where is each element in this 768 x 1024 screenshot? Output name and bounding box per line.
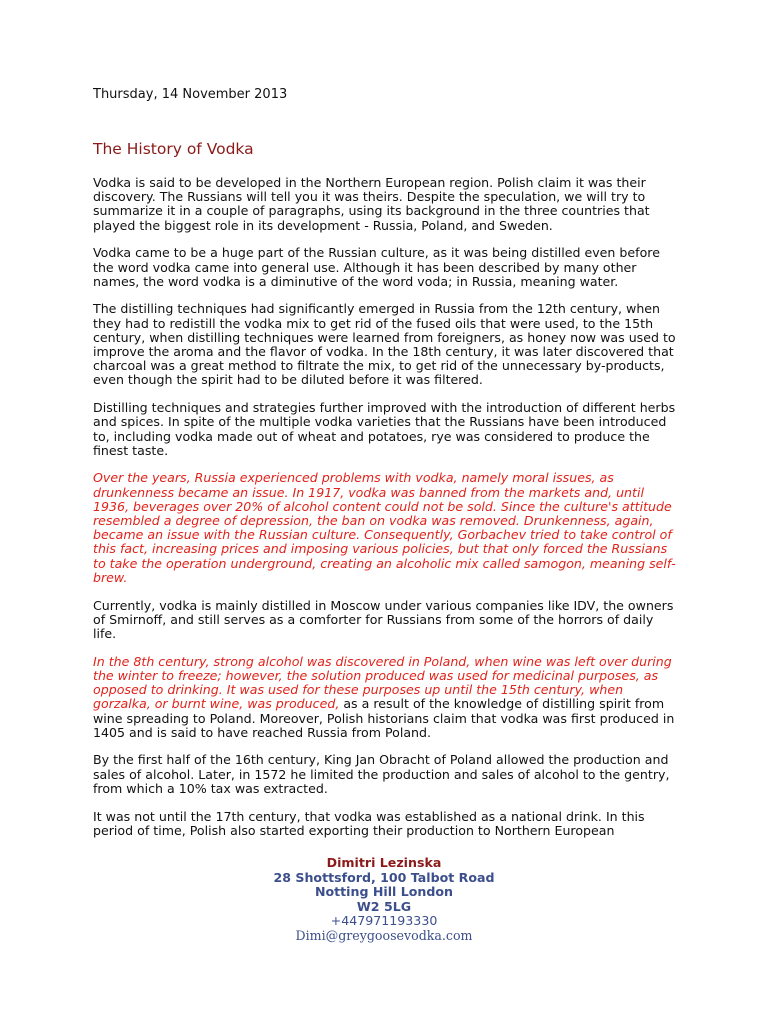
paragraph: The distilling techniques had significantly emerged in Russia from the 12th century, when they had to redistill the vodka mix to get rid of the fused oils that were used, to the 15th century, when distilling techniques were learned from foreigners, as honey now was used to improve the aroma and the flavor of vodka. In the 18th century, it was later discovered that charcoal was a great method to filtrate the mix, to get rid of the unnecessary by-products, even though the spirit had to be diluted before it was filtered. — [93, 301, 676, 388]
contact-name: Dimitri Lezinska — [326, 855, 442, 870]
email-link[interactable]: Dimi@greygoosevodka.com — [295, 927, 473, 943]
highlighted-paragraph: Over the years, Russia experienced problems with vodka, namely moral issues, as drunkenness became an issue. In 1917, vodka was banned from the markets and, until 1936, beverages over 20% of alcohol content could not be sold. Since the culture's attitude resembled a degree of depression, the ban on vodka was removed. Drunkenness, again, became an issue with the Russian culture. Consequently, Gorbachev tried to take control of this fact, increasing prices and imposing various policies, but that only forced the Russians to take the operation underground, creating an alcoholic mix called samogon, meaning self-brew. — [93, 470, 676, 585]
paragraph: It was not until the 17th century, that vodka was established as a national drink. In this period of time, Polish also started exporting their production to Northern European — [93, 808, 645, 838]
paragraph: Vodka is said to be developed in the Northern European region. Polish claim it was their discovery. The Russians will tell you it was theirs. Despite the speculation, we will try to summarize it in a couple of paragraphs, using its background in the three countries that played the biggest role in its development - Russia, Poland, and Sweden. — [93, 175, 650, 233]
address-line-1: 28 Shottsford, 100 Talbot Road — [273, 869, 495, 885]
contact-footer — [0, 856, 768, 943]
phone-number: +447971193330 — [330, 913, 438, 928]
paragraph: Distilling techniques and strategies further improved with the introduction of different herbs and spices. In spite of the multiple vodka varieties that the Russians have been introduced to, including vodka made out of wheat and potatoes, rye was considered to produce the finest taste. — [93, 400, 676, 458]
postcode: W2 5LG — [356, 898, 412, 914]
article-body — [93, 176, 678, 851]
post-date: Thursday, 14 November 2013 — [93, 87, 288, 102]
address-line-2: Notting Hill London — [314, 884, 454, 899]
paragraph: By the first half of the 16th century, King Jan Obracht of Poland allowed the production and sales of alcohol. Later, in 1572 he limited the production and sales of alcohol to the gentry, from which a 10% tax was extracted. — [93, 752, 670, 796]
paragraph: Vodka came to be a huge part of the Russian culture, as it was being distilled even before the word vodka came into general use. Although it has been described by many other names, the word vodka is a diminutive of the word voda; in Russia, meaning water. — [93, 245, 660, 289]
page-title: The History of Vodka — [93, 140, 254, 158]
paragraph-continuation: as a result of the knowledge of distilling spirit from wine spreading to Poland. Moreover, Polish historians claim that vodka was first produced in 1405 and is said to have reached Russia from Poland. — [93, 696, 675, 740]
highlighted-text: In the 8th century, strong alcohol was discovered in Poland, when wine was left over during the winter to freeze; however, the solution produced was used for medicinal purposes, as opposed to drinking. It was used for these purposes up until the 15th century, when gorzalka, or burnt wine, was produced, — [93, 653, 672, 712]
mixed-paragraph — [93, 655, 678, 740]
paragraph: Currently, vodka is mainly distilled in Moscow under various companies like IDV, the owners of Smirnoff, and still serves as a comforter for Russians from some of the horrors of daily life. — [93, 597, 674, 641]
